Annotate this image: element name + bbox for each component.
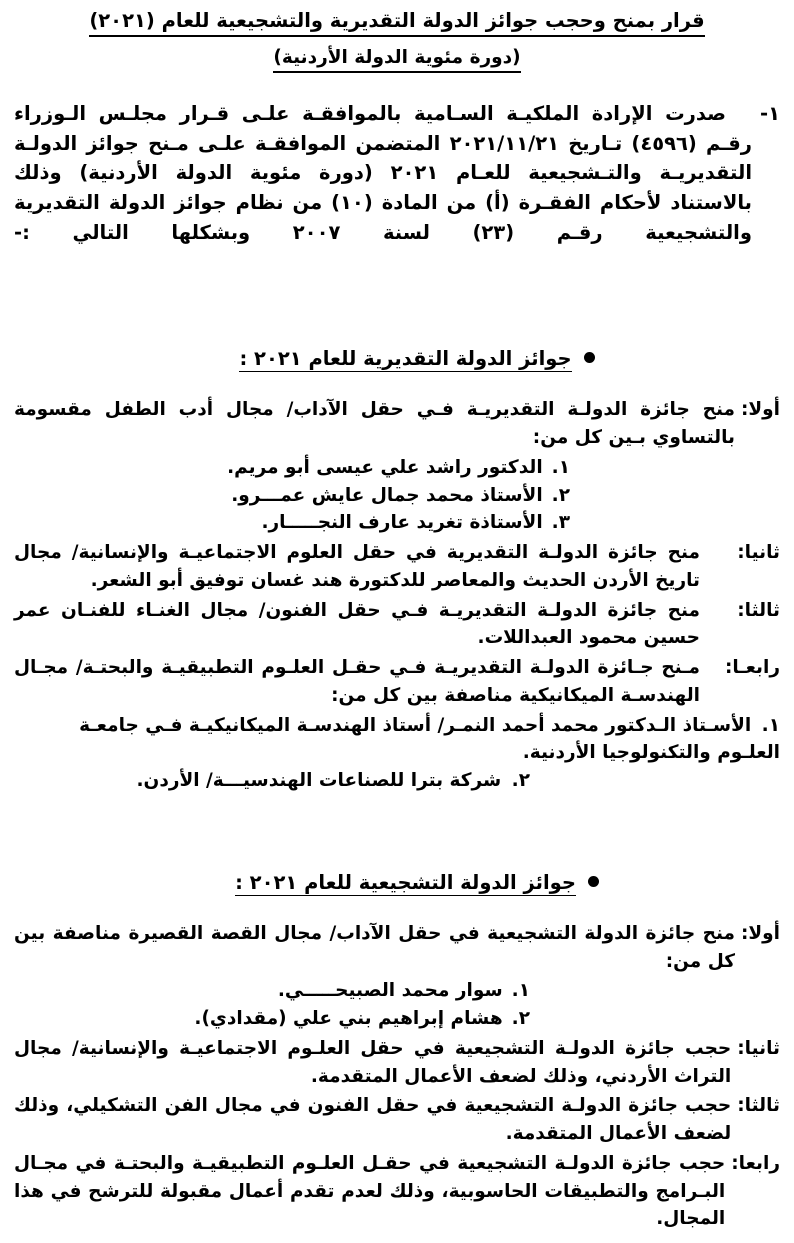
appreciation-item-1-label: أولا: [740,399,780,421]
list-item [14,1005,530,1033]
list-item [14,977,530,1005]
list-item [14,509,570,537]
list-item [14,454,570,482]
appreciation-item-3-label: ثالثا: [737,599,780,621]
list-item-label: شركة بترا للصناعات الهندسيـــة/ الأردن. [136,770,502,792]
appreciation-item-1-text: منح جائزة الدولـة التقديريـة فـي حقل الآداب/ مجال أدب الطفل مقسومة بالتساوي بـين كل من: [14,399,735,449]
list-item-label: هشام إبراهيم بني علي (مقدادي). [194,1008,503,1030]
spacer [14,896,780,906]
encouragement-item-2 [14,1035,780,1091]
spacer [14,372,780,382]
appreciation-item-1-names [14,454,780,537]
document-title-container [14,8,780,37]
list-item-number: ١. [511,980,530,1002]
section-heading-appreciation [14,347,780,372]
appreciation-item-4-names [14,712,780,795]
section-heading-appreciation-label: جوائز الدولة التقديرية للعام ٢٠٢١ : [239,347,572,371]
appreciation-item-4-label: رابعـا: [724,657,780,679]
appreciation-item-4-text: مـنح جـائزة الدولـة التقديريـة فـي حقـل العلـوم التطبيقيـة والبحتـة/ مجـال الهندسـة الميكانيكية مناصفة بين كل من: [14,657,700,706]
list-item-number: ١. [551,456,570,478]
spacer [14,247,780,303]
appreciation-item-3 [14,597,780,653]
list-item-number: ٢. [511,770,530,792]
page-title: قرار بمنح وحجب جوائز الدولة التقديرية والتشجيعية للعام (٢٠٢١) [89,8,704,37]
section-heading-encouragement-label: جوائز الدولة التشجيعية للعام ٢٠٢١ : [235,870,576,894]
list-item-label: الأسـتاذ الـدكتور محمد أحمد النمـر/ أستاذ الهندسـة الميكانيكيـة فـي جامعـة العلـوم والتكنولوجيا الأردنية. [79,714,780,764]
appreciation-item-1 [14,396,780,452]
encouragement-item-2-text: حجب جائزة الدولـة التشجيعية في حقل العلـوم الاجتماعيـة والإنسانية/ مجال التراث الأردني، وذلك لضعف الأعمال المتقدمة. [14,1037,732,1087]
encouragement-item-3-text: حجب جائزة الدولـة التشجيعية في حقل الفنون في مجال الفن التشكيلي، وذلك لضعف الأعمال المتقدمة. [14,1095,732,1145]
list-item-label: الأستاذة تغريد عارف النجـــــار. [261,512,543,534]
list-item [14,712,780,768]
encouragement-item-3-label: ثالثا: [737,1095,780,1117]
encouragement-item-4 [14,1150,780,1233]
appreciation-item-4 [14,654,780,710]
clause-1-text [14,99,752,247]
bullet-dot-icon [588,876,599,887]
clause-1 [14,99,780,247]
document-subtitle-container [14,46,780,73]
clause-1-body: صدرت الإرادة الملكيـة السـامية بالموافقـة علـى قـرار مجلـس الـوزراء رقـم (٤٥٩٦) تـاريخ ٢٠٢١/١١/٢١ المتضمن الموافقـة علـى مـنح جوائز الدولـة التقديريـة والتـشجيعية للعـام ٢٠٢١ (دورة مئوية الدولة الأردنية) وذلك بالاستناد لأحكام الفقـرة (أ) من المادة (١٠) من نظام جوائز الدولة التقديرية والتشجيعية رقـم (٢٣) لسنة ٢٠٠٧ وبشكلها التالي :- [14,102,753,244]
appreciation-item-2 [14,539,780,595]
encouragement-item-1 [14,920,780,976]
encouragement-item-1-names [14,977,780,1033]
encouragement-item-4-label: رابعا: [731,1152,780,1174]
appreciation-item-2-text: منح جائزة الدولـة التقديرية في حقل العلوم الاجتماعيـة والإنسانية/ مجال تاريخ الأردن الحديث والمعاصر للدكتورة هند غسان توفيق أبو الشعر. [14,542,700,591]
appreciation-item-2-label: ثانيا: [737,542,780,564]
spacer [14,795,780,851]
appreciation-item-3-text: منح جائزة الدولـة التقديريـة فـي حقل الفنون/ مجال الغنـاء للفنـان عمر حسين محمود العبداللات. [14,599,700,649]
bullet-dot-icon [584,352,595,363]
list-item-number: ٢. [551,484,570,506]
list-item-number: ١. [761,714,780,736]
list-item-label: الدكتور راشد علي عيسى أبو مريم. [227,456,543,478]
list-item-number: ٣. [551,512,570,534]
list-item-label: الأستاذ محمد جمال عايش عمـــرو. [231,484,543,506]
list-item-label: سوار محمد الصبيحـــــي. [277,980,503,1002]
encouragement-item-1-text: منح جائزة الدولة التشجيعية في حقل الآداب/ مجال القصة القصيرة مناصفة بين كل من: [14,922,735,972]
clause-1-number: ١- [760,102,780,126]
section-heading-encouragement [14,871,780,896]
encouragement-item-2-label: ثانيا: [737,1037,780,1059]
list-item [14,767,780,795]
encouragement-item-4-text: حجب جائزة الدولـة التشجيعية في حقـل العلـوم التطبيقيـة والبحتـة في مجـال البـرامج والتطبيقات الحاسوبية، وذلك لعدم تقدم أعمال مقبولة للترشح في هذا المجال. [14,1152,726,1230]
page-subtitle: (دورة مئوية الدولة الأردنية) [273,46,520,73]
encouragement-item-1-label: أولا: [740,922,780,944]
encouragement-item-3 [14,1092,780,1148]
list-item [14,482,570,510]
list-item-number: ٢. [511,1008,530,1030]
